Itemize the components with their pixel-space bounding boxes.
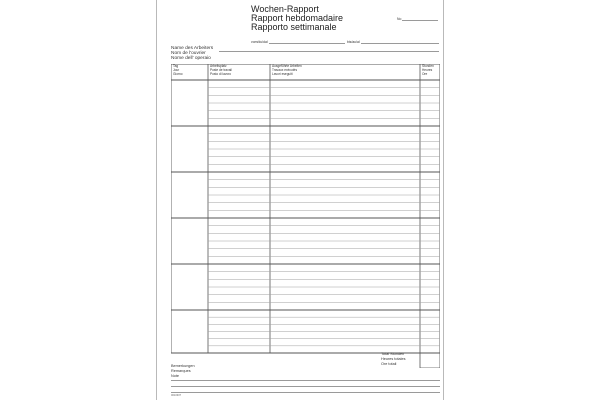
worker-label-it: Nome dell' operaio <box>171 56 211 61</box>
remarks-line[interactable] <box>171 392 440 393</box>
report-sheet <box>156 0 444 400</box>
period-to-label: bis/au/al <box>347 40 360 44</box>
worker-label-fr: Nom de l'ouvrier <box>171 51 206 56</box>
remarks-label-fr: Remarques <box>171 369 191 373</box>
remarks-line[interactable] <box>171 386 440 387</box>
worker-label-de: Name des Arbeiters <box>171 46 214 51</box>
column-header-hours: Stunden Heures Ore <box>422 64 434 76</box>
number-field[interactable] <box>402 20 438 21</box>
title-german: Wochen-Rapport <box>251 4 319 14</box>
column-header-day: Tag Jour Giorno <box>173 64 183 76</box>
total-hours-label-fr: Heures totales <box>381 357 406 361</box>
remarks-line[interactable] <box>171 380 440 381</box>
remarks-label-it: Note <box>171 374 180 378</box>
number-label: No <box>397 17 402 21</box>
period-from-field[interactable] <box>269 43 345 44</box>
title-french: Rapport hebdomadaire <box>251 13 344 23</box>
total-hours-label-it: Ore totali <box>381 362 397 366</box>
form-code: 0010307 <box>171 394 182 397</box>
title-italian: Rapporto settimanale <box>251 22 337 32</box>
column-header-work-done: Ausgeführte Arbeiten Travaux exécutés Lavori eseguiti <box>272 64 302 76</box>
worker-name-field[interactable] <box>219 51 439 52</box>
total-hours-label-de: Total Stunden <box>381 352 405 356</box>
period-to-field[interactable] <box>361 43 439 44</box>
remarks-label-de: Bemerkungen <box>171 364 195 368</box>
report-table <box>171 64 440 368</box>
table-grid <box>171 64 440 368</box>
period-from-label: vom/du/dal <box>251 40 268 44</box>
column-header-workplace: Arbeitsplatz Poste de travail Posto di lavoro <box>210 64 232 76</box>
